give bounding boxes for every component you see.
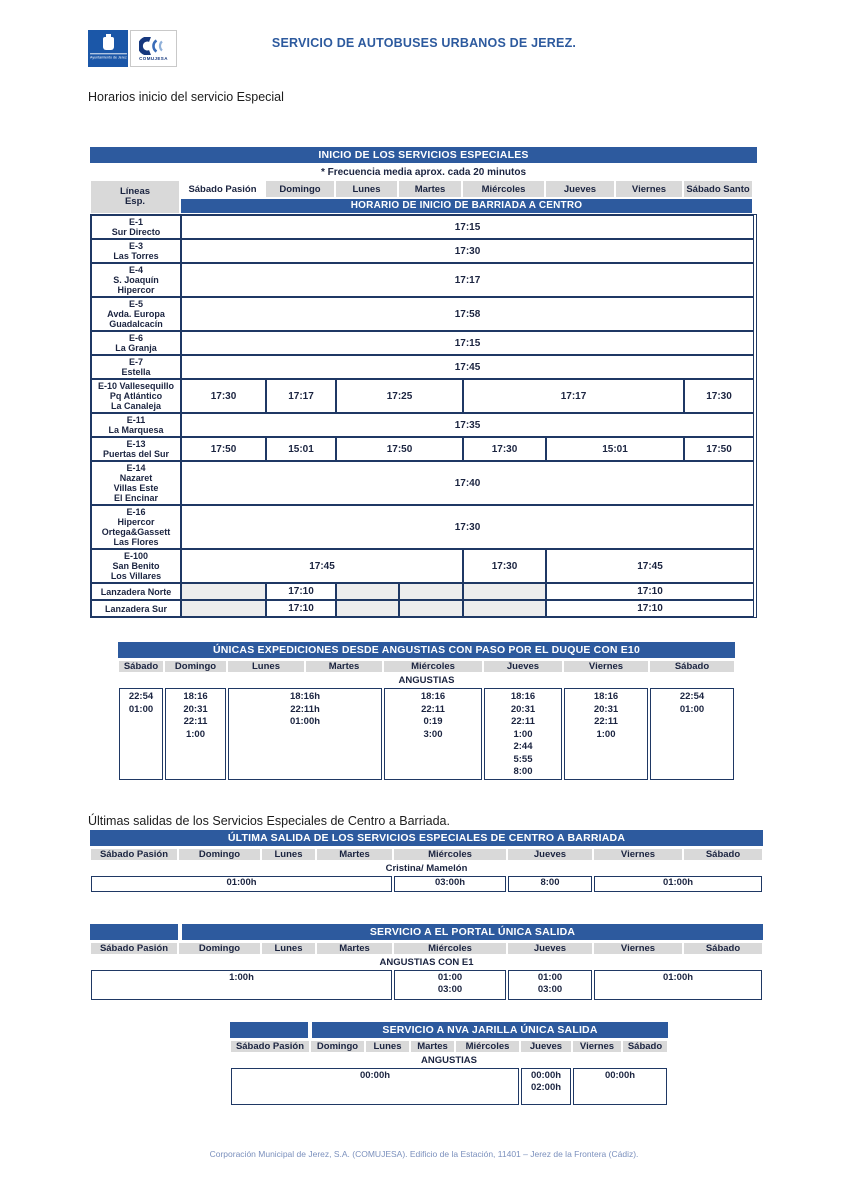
line-label-cell <box>91 505 181 549</box>
table-body <box>118 688 735 780</box>
label-line: Hipercor <box>117 517 155 527</box>
day-header-cell: Viernes <box>563 660 649 673</box>
stop-label: ANGUSTIAS CON E1 <box>379 956 474 968</box>
day-header-cell: Sábado Santo <box>683 180 753 198</box>
time-cell <box>181 600 266 617</box>
line-label-cell <box>91 355 181 379</box>
comujesa-arcs-icon <box>139 37 169 55</box>
label-line: San Benito <box>112 561 160 571</box>
time-line: 20:31 <box>510 703 536 715</box>
line-label-cell <box>91 600 181 617</box>
line-label-cell <box>91 331 181 355</box>
label-line: E-13 <box>126 439 146 449</box>
corner-line: Líneas <box>119 186 151 197</box>
label-line: Estella <box>121 367 151 377</box>
time-line: 18:16 <box>183 691 208 702</box>
label-line: E-3 <box>128 241 143 251</box>
label-line: Las Flores <box>113 537 159 547</box>
day-header-cell: Domingo <box>265 180 335 198</box>
line-label-cell <box>91 583 181 600</box>
day-header-cell: Miércoles <box>383 660 483 673</box>
time-line: 01:00h <box>662 877 694 889</box>
label-line: Los Villares <box>110 571 162 581</box>
time-cell <box>650 688 734 780</box>
time-cell: 17:45 <box>546 549 754 583</box>
time-line: 22:11h <box>290 703 320 715</box>
table-body <box>90 970 763 1000</box>
day-header-cell: Sábado Pasión <box>90 942 178 955</box>
day-header-cell: Miércoles <box>393 848 507 861</box>
time-line: 22:54 <box>128 691 154 702</box>
time-cell: 17:45 <box>181 549 463 583</box>
table-header-row <box>230 1040 668 1053</box>
label-line: E-6 <box>128 333 143 343</box>
label-line: Lanzadera Norte <box>100 586 172 597</box>
time-cell <box>594 876 762 892</box>
time-cell <box>336 583 399 600</box>
time-line: 2:44 <box>513 741 533 752</box>
day-header-cell: Sábado <box>683 848 763 861</box>
time-line: 03:00h <box>434 877 466 889</box>
line-label-cell <box>91 413 181 437</box>
servicio-el-portal-table <box>90 924 763 1000</box>
comujesa-logo-label: COMUJESA <box>139 55 168 61</box>
table-title: SERVICIO A EL PORTAL ÚNICA SALIDA <box>182 924 763 940</box>
time-cell <box>228 688 382 780</box>
label-line: La Granja <box>115 343 157 353</box>
label-line: La Canaleja <box>110 401 162 411</box>
day-header-cell: Sábado <box>118 660 164 673</box>
label-line: Sur Directo <box>111 227 161 237</box>
time-line: 02:00h <box>530 1082 562 1093</box>
time-line: 01:00 <box>128 703 154 715</box>
time-line: 03:00 <box>437 984 463 995</box>
lines-corner-cell <box>90 180 180 214</box>
label-line: E-10 Vallesequillo <box>97 381 175 391</box>
time-cell <box>399 583 463 600</box>
title-row <box>90 924 763 940</box>
day-header-cell: Miércoles <box>455 1040 520 1053</box>
time-line: 22:11 <box>183 716 208 727</box>
day-header-cell: Sábado Pasión <box>230 1040 310 1053</box>
label-line: Nazaret <box>119 473 153 483</box>
day-header-cell: Martes <box>316 848 393 861</box>
inicio-servicios-especiales-table <box>90 147 757 618</box>
time-cell <box>508 876 592 892</box>
time-cell <box>119 688 163 780</box>
time-cell <box>394 970 506 1000</box>
table-header-row <box>90 942 763 955</box>
time-line: 18:16 <box>420 691 446 702</box>
time-cell: 17:25 <box>336 379 463 413</box>
day-header-cell: Jueves <box>483 660 563 673</box>
time-line: 22:54 <box>679 691 705 702</box>
title-stub-cell <box>230 1022 308 1038</box>
table-title: ÚLTIMA SALIDA DE LOS SERVICIOS ESPECIALES DE CENTRO A BARRIADA <box>90 830 763 846</box>
day-header-cell: Sábado <box>683 942 763 955</box>
time-cell: 17:10 <box>266 583 336 600</box>
table-header-row <box>90 848 763 861</box>
label-line: El Encinar <box>113 493 158 503</box>
line-label-cell <box>91 215 181 239</box>
label-line: E-100 <box>123 551 149 561</box>
label-line: Pq Atlántico <box>109 391 163 401</box>
day-header-cell: Domingo <box>310 1040 365 1053</box>
corner-line: Esp. <box>124 196 146 207</box>
label-line: Ortega&Gassett <box>101 527 171 537</box>
day-header-cell: Sábado Pasión <box>180 180 265 198</box>
label-line: Avda. Europa <box>107 309 165 319</box>
time-line: 18:16 <box>510 691 536 702</box>
time-line: 01:00 <box>537 971 563 983</box>
label-line: Puertas del Sur <box>102 449 170 459</box>
intro-text: Horarios inicio del servicio Especial <box>88 90 284 104</box>
day-header-cell: Miércoles <box>462 180 545 198</box>
time-cell: 17:15 <box>181 215 754 239</box>
time-cell <box>165 688 226 780</box>
line-label-cell <box>91 461 181 505</box>
label-line: E-11 <box>126 415 146 425</box>
time-line: 8:00 <box>540 877 560 889</box>
table-title: ÚNICAS EXPEDICIONES DESDE ANGUSTIAS CON PASO POR EL DUQUE CON E10 <box>118 642 735 658</box>
title-row <box>230 1022 668 1038</box>
table-title: INICIO DE LOS SERVICIOS ESPECIALES <box>90 147 757 163</box>
time-cell: 17:45 <box>181 355 754 379</box>
time-cell: 17:30 <box>463 549 546 583</box>
time-line: 22:11 <box>421 703 445 715</box>
day-header-cell: Viernes <box>593 848 683 861</box>
time-cell <box>564 688 648 780</box>
table-body <box>90 876 763 892</box>
footer-text: Corporación Municipal de Jerez, S.A. (COMUJESA). Edificio de la Estación, 11401 – Jerez de la Frontera (Cádiz). <box>209 1148 639 1159</box>
page-title: SERVICIO DE AUTOBUSES URBANOS DE JEREZ. <box>271 36 577 50</box>
label-line: Hipercor <box>117 285 155 295</box>
time-cell: 17:17 <box>463 379 684 413</box>
day-header-cell: Martes <box>316 942 393 955</box>
servicio-nva-jarilla-table <box>230 1022 668 1105</box>
time-cell: 17:50 <box>181 437 266 461</box>
label-line: Las Torres <box>113 251 159 261</box>
time-line: 22:11 <box>594 716 618 727</box>
day-header-cell: Sábado Pasión <box>90 848 178 861</box>
day-header-cell: Sábado <box>649 660 735 673</box>
time-line: 00:00h <box>604 1069 636 1081</box>
time-cell: 17:30 <box>181 379 266 413</box>
unicas-expediciones-table <box>118 642 735 780</box>
frequency-note: * Frecuencia media aprox. cada 20 minutos <box>320 167 527 178</box>
line-label-cell <box>91 379 181 413</box>
line-label-cell <box>91 263 181 297</box>
time-cell <box>484 688 562 780</box>
time-line: 8:00 <box>513 766 533 777</box>
time-cell <box>231 1068 519 1105</box>
stop-label: ANGUSTIAS <box>421 1054 477 1066</box>
day-header-cell: Lunes <box>261 848 316 861</box>
time-line: 01:00 <box>679 703 705 715</box>
table-subtitle: HORARIO DE INICIO DE BARRIADA A CENTRO <box>180 198 753 214</box>
label-line: E-4 <box>128 265 143 275</box>
table-body <box>230 1068 668 1105</box>
day-header-cell: Miércoles <box>393 942 507 955</box>
time-cell <box>181 583 266 600</box>
day-header-cell: Domingo <box>178 942 261 955</box>
line-label-cell <box>91 437 181 461</box>
ultima-salida-centro-barriada-table <box>90 830 763 892</box>
time-line: 03:00 <box>537 984 563 995</box>
time-line: 01:00 <box>437 971 463 983</box>
day-header-cell: Viernes <box>572 1040 622 1053</box>
time-cell <box>508 970 592 1000</box>
time-line: 01:00h <box>662 971 694 983</box>
ayuntamiento-logo <box>88 30 128 67</box>
time-cell: 17:17 <box>266 379 336 413</box>
time-cell: 17:50 <box>336 437 463 461</box>
day-header-cell: Viernes <box>593 942 683 955</box>
time-cell: 17:30 <box>684 379 754 413</box>
time-line: 1:00h <box>229 971 254 983</box>
time-line: 1:00 <box>513 728 533 740</box>
logos <box>88 30 177 67</box>
time-cell <box>463 600 546 617</box>
line-label-cell <box>91 297 181 331</box>
time-cell <box>521 1068 571 1105</box>
day-header-cell: Jueves <box>520 1040 572 1053</box>
time-cell <box>91 970 392 1000</box>
time-line: 01:00h <box>226 877 257 889</box>
day-header-cell: Jueves <box>507 848 593 861</box>
time-line: 1:00 <box>185 728 205 740</box>
time-line: 0:19 <box>423 716 443 727</box>
label-line: Lanzadera Sur <box>104 603 168 614</box>
table-body <box>90 214 757 618</box>
table-header-row <box>90 180 757 214</box>
label-line: E-5 <box>128 299 143 309</box>
comujesa-logo <box>130 30 177 67</box>
day-header-cell: Sábado <box>622 1040 668 1053</box>
table-title: SERVICIO A NVA JARILLA ÚNICA SALIDA <box>312 1022 668 1038</box>
line-label-cell <box>91 239 181 263</box>
time-line: 20:31 <box>183 703 208 715</box>
label-line: S. Joaquín <box>113 275 159 285</box>
label-line: E-16 <box>126 507 146 517</box>
time-line: 01:00h <box>289 716 321 727</box>
time-cell <box>394 876 506 892</box>
label-line: E-1 <box>128 217 143 227</box>
time-cell: 17:30 <box>463 437 546 461</box>
time-cell <box>91 876 392 892</box>
label-line: Guadalcacín <box>109 319 163 329</box>
time-cell: 17:35 <box>181 413 754 437</box>
time-cell <box>336 600 399 617</box>
day-header-cell: Lunes <box>335 180 398 198</box>
time-cell <box>573 1068 667 1105</box>
time-cell: 17:30 <box>181 239 754 263</box>
time-line: 22:11 <box>511 716 535 727</box>
day-header-cell: Martes <box>398 180 462 198</box>
day-header-cell: Jueves <box>545 180 615 198</box>
time-cell: 17:50 <box>684 437 754 461</box>
time-cell <box>399 600 463 617</box>
time-cell: 17:40 <box>181 461 754 505</box>
time-cell: 17:58 <box>181 297 754 331</box>
time-cell: 17:10 <box>546 600 754 617</box>
table-header-row <box>118 660 735 673</box>
title-stub-cell <box>90 924 178 940</box>
time-cell: 17:15 <box>181 331 754 355</box>
ayuntamiento-logo-label: Ayuntamiento de Jerez <box>89 55 127 60</box>
label-line: Villas Este <box>113 483 159 493</box>
day-header-cell: Lunes <box>261 942 316 955</box>
time-line: 1:00 <box>596 728 616 740</box>
label-line: E-14 <box>126 463 146 473</box>
day-header-cell: Martes <box>410 1040 455 1053</box>
time-cell: 17:17 <box>181 263 754 297</box>
time-cell: 17:10 <box>546 583 754 600</box>
ultimas-salidas-heading: Últimas salidas de los Servicios Especiales de Centro a Barriada. <box>88 813 450 828</box>
time-cell <box>463 583 546 600</box>
stop-label: ANGUSTIAS <box>398 675 455 686</box>
stop-label: Cristina/ Mamelón <box>385 862 468 874</box>
time-line: 3:00 <box>423 728 443 740</box>
line-label-cell <box>91 549 181 583</box>
day-header-cell: Lunes <box>227 660 305 673</box>
day-header-cell: Martes <box>305 660 383 673</box>
time-line: 20:31 <box>593 703 619 715</box>
time-line: 00:00h <box>359 1069 391 1081</box>
label-line: La Marquesa <box>108 425 164 435</box>
time-cell: 17:30 <box>181 505 754 549</box>
time-cell <box>594 970 762 1000</box>
day-header-cell: Lunes <box>365 1040 410 1053</box>
label-line: E-7 <box>128 357 143 367</box>
time-line: 18:16h <box>289 691 321 702</box>
day-header-cell: Domingo <box>164 660 227 673</box>
day-header-cell: Viernes <box>615 180 683 198</box>
time-cell: 17:10 <box>266 600 336 617</box>
time-cell: 15:01 <box>266 437 336 461</box>
time-line: 5:55 <box>513 753 533 765</box>
time-line: 00:00h <box>530 1069 562 1081</box>
day-header-cell: Jueves <box>507 942 593 955</box>
time-line: 18:16 <box>593 691 619 702</box>
page-header <box>0 0 848 64</box>
day-header-cell: Domingo <box>178 848 261 861</box>
time-cell <box>384 688 482 780</box>
time-cell: 15:01 <box>546 437 684 461</box>
